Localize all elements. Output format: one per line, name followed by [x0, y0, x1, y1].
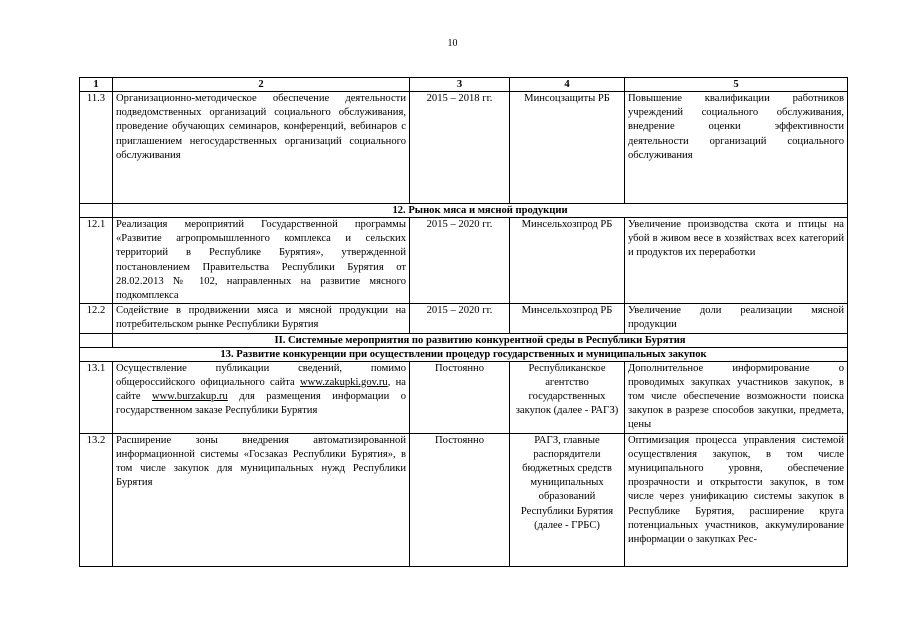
section-title: II. Системные мероприятия по развитию конкурентной среды в Республики Бурятия	[113, 333, 848, 347]
measure-description: Осуществление публикации сведений, помимо общероссийского официального сайта www.zakupki.gov.ru, на сайте www.burzakup.ru для размещения информации о государственном заказе Республики Бурятия	[113, 361, 410, 433]
table-row	[80, 433, 848, 566]
measure-executor: Республиканское агентство государственных закупок (далее - РАГЗ)	[510, 361, 625, 433]
section-title: 13. Развитие конкуренции при осуществлении процедур государственных и муниципальных закупок	[80, 347, 848, 361]
measure-description: Организационно-методическое обеспечение деятельности подведомственных организаций социального обслуживания, проведение обучающих семинаров, конференций, вебинаров с приглашением негосударственных организаций социального обслуживания	[113, 92, 410, 204]
measure-term: 2015 – 2018 гг.	[410, 92, 510, 204]
col-header-4: 4	[510, 78, 625, 92]
col-header-3: 3	[410, 78, 510, 92]
measure-executor: Минсельхозпрод РБ	[510, 218, 625, 304]
section-row	[80, 204, 848, 218]
table-header-row	[80, 78, 848, 92]
measure-term: Постоянно	[410, 433, 510, 566]
row-number: 12.2	[80, 304, 113, 333]
row-number: 13.2	[80, 433, 113, 566]
measure-description: Расширение зоны внедрения автоматизированной информационной системы «Госзаказ Республики Бурятия», в том числе закупок для муниципальных нужд Республики Бурятия	[113, 433, 410, 566]
section-row	[80, 347, 848, 361]
measure-result: Дополнительное информирование о проводимых закупках участников закупок, в том числе обеспечение возможности поиска закупок в разрезе способов закупки, предмета, цены	[625, 361, 848, 433]
burzakup-link[interactable]: www.burzakup.ru	[152, 391, 228, 403]
table-row	[80, 304, 848, 333]
col-header-5: 5	[625, 78, 848, 92]
measure-term: 2015 – 2020 гг.	[410, 304, 510, 333]
section-row	[80, 333, 848, 347]
measure-result: Оптимизация процесса управления системой осуществления закупок, в том числе муниципального уровня, обеспечение прозрачности и открытости закупок, в том числе через унификацию системы закупок в Республике Бурятия, расширение круга потенциальных участников, аккумулирование информации о закупках Рес-	[625, 433, 848, 566]
row-number: 11.3	[80, 92, 113, 204]
measure-executor: Минсоцзащиты РБ	[510, 92, 625, 204]
measure-term: 2015 – 2020 гг.	[410, 218, 510, 304]
zakupki-link[interactable]: www.zakupki.gov.ru	[299, 376, 388, 388]
col-header-1: 1	[80, 78, 113, 92]
measures-table	[79, 77, 848, 567]
measure-term: Постоянно	[410, 361, 510, 433]
measure-result: Повышение квалификации работников учреждений социального обслуживания, внедрение оценки эффективности деятельности организаций социального обслуживания	[625, 92, 848, 204]
row-number: 12.1	[80, 218, 113, 304]
measure-description: Содействие в продвижении мяса и мясной продукции на потребительском рынке Республики Бурятия	[113, 304, 410, 333]
measure-executor: РАГЗ, главные распорядители бюджетных средств муниципальных образований Республики Бурятия (далее - ГРБС)	[510, 433, 625, 566]
table-row	[80, 218, 848, 304]
measure-description: Реализация мероприятий Государственной программы «Развитие агропромышленного комплекса и сельских территорий в Республике Бурятия», утвержденной постановлением Правительства Республики Бурятия от 28.02.2013 № 102, направленных на развитие мясного подкомплекса	[113, 218, 410, 304]
table-row	[80, 361, 848, 433]
col-header-2: 2	[113, 78, 410, 92]
page-number: 10	[447, 38, 458, 49]
measure-result: Увеличение производства скота и птицы на убой в живом весе в хозяйствах всех категорий и продуктов их переработки	[625, 218, 848, 304]
table-row	[80, 92, 848, 204]
section-title: 12. Рынок мяса и мясной продукции	[113, 204, 848, 218]
measure-result: Увеличение доли реализации мясной продукции	[625, 304, 848, 333]
measure-executor: Минсельхозпрод РБ	[510, 304, 625, 333]
row-number: 13.1	[80, 361, 113, 433]
